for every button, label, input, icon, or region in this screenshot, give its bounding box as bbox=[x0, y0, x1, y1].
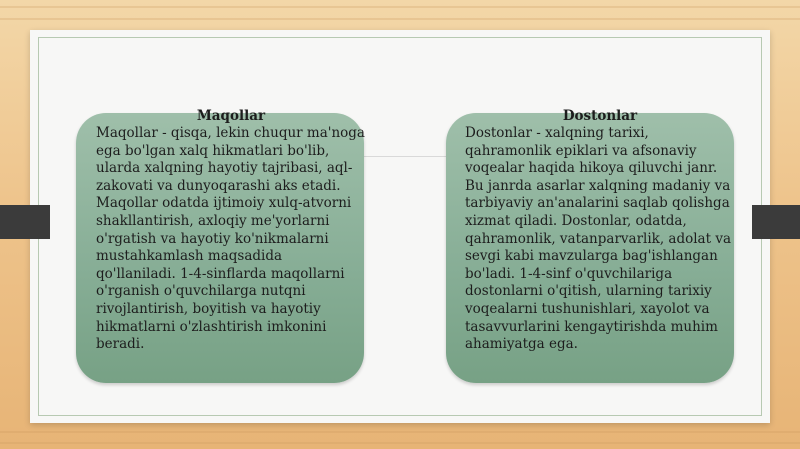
dostonlar-card bbox=[465, 108, 735, 354]
right-tab-marker bbox=[752, 205, 800, 239]
dostonlar-text: Dostonlar - xalqning tarixi, qahramonlik epiklari va afsonaviy voqealar haqida hikoya qiluvchi janr. Bu janrda asarlar xalqning madaniy va tarbiyaviy an'analarini saqlab qolishga xizmat qiladi. Dostonlar, odatda, qahramonlik, vatanparvarlik, adolat va sevgi kabi mavzularga bag'ishlangan bo'ladi. 1-4-sinf o'quvchilariga dostonlarni o'qitish, ularning tarixiy voqealarni tushunishlari, xayolot va tasavvurlarini kengaytirishda muhim ahamiyatga ega. bbox=[465, 125, 731, 353]
wood-streak bbox=[0, 6, 800, 8]
wood-streak bbox=[0, 431, 800, 433]
connector-line bbox=[360, 156, 446, 157]
maqollar-title: Maqollar bbox=[196, 108, 266, 124]
maqollar-text: Maqollar - qisqa, lekin chuqur ma'noga ega bo'lgan xalq hikmatlari bo'lib, ularda xalqning hayotiy tajribasi, aql-zakovati va dunyoqarashi aks etadi. Maqollar odatda ijtimoiy xulq-atvorni shakllantirish, axloqiy me'yorlarni o'rgatish va hayotiy ko'nikmalarni mustahkamlash maqsadida qo'llaniladi. 1-4-sinflarda maqollarni o'rganish o'quvchilarga nutqni rivojlantirish, boyitish va hayotiy hikmatlarni o'zlashtirish imkonini beradi. bbox=[96, 125, 365, 353]
maqollar-card bbox=[96, 108, 366, 354]
dostonlar-title: Dostonlar bbox=[562, 108, 638, 124]
wood-streak bbox=[0, 18, 800, 20]
wood-streak bbox=[0, 442, 800, 444]
left-tab-marker bbox=[0, 205, 50, 239]
